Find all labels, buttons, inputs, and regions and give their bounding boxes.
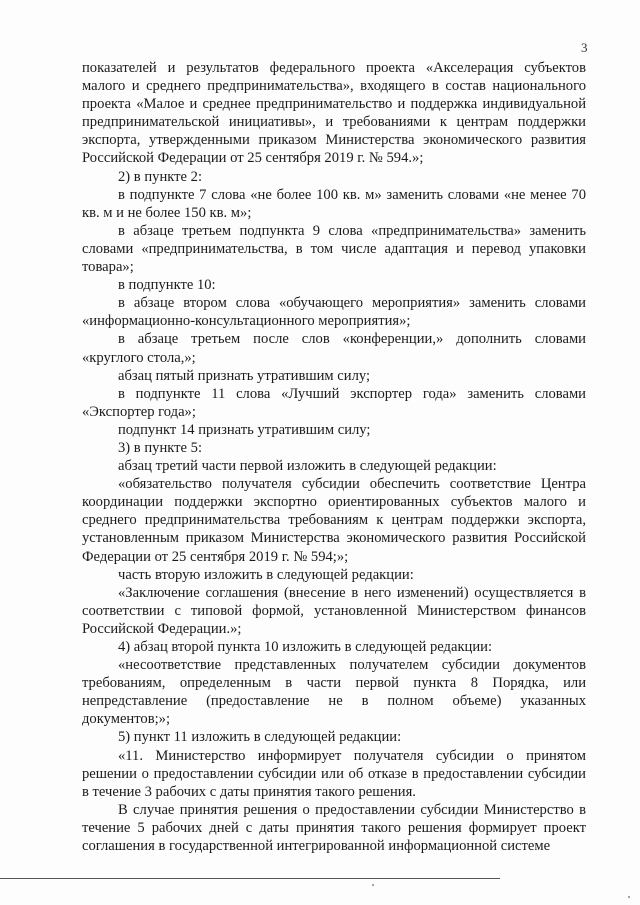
scan-speck <box>628 896 630 898</box>
paragraph: в подпункте 7 слова «не более 100 кв. м» заменить словами «не менее 70 кв. м и не более 150 кв. м»; <box>82 186 586 221</box>
paragraph-item-4: 4) абзац второй пункта 10 изложить в следующей редакции: <box>118 639 493 655</box>
document-body <box>82 59 586 855</box>
paragraph: в абзаце третьем подпункта 9 слова «предпринимательства» заменить словами «предпринимательства, в том числе адаптация и перевод упаковки товара»; <box>82 222 586 276</box>
scan-speck <box>372 884 374 886</box>
paragraph-item-3: 3) в пункте 5: <box>118 439 203 456</box>
paragraph: абзац пятый признать утратившим силу; <box>118 367 371 384</box>
paragraph-quote: «несоответствие представленных получателем субсидии документов требованиям, определенным в части первой пункта 8 Порядка, или непредставление (предоставление не в полном объеме) указанных документов;»; <box>82 657 586 728</box>
scan-edge-line <box>0 878 500 879</box>
paragraph-quote: «обязательство получателя субсидии обеспечить соответствие Центра координации поддержки экспортно ориентированных субъектов малого и среднего предпринимательства требованиям к центрам поддержки экспорта, установленным приказом Министерства экономического развития Российской Федерации от 25 сентября 2019 г. № 594;»; <box>82 476 586 565</box>
paragraph: в подпункте 11 слова «Лучший экспортер года» заменить словами «Экспортер года»; <box>82 385 586 420</box>
page-number: 3 <box>581 40 588 55</box>
paragraph-quote: «Заключение соглашения (внесение в него изменений) осуществляется в соответствии с типовой формой, установленной Министерством финансов Российской Федерации.»; <box>82 584 586 637</box>
paragraph-item-2: 2) в пункте 2: <box>118 168 203 185</box>
paragraph: В случае принятия решения о предоставлении субсидии Министерство в течение 5 рабочих дней с даты принятия такого решения формирует проект соглашения в государственной интегрированной информационной системе <box>82 801 586 855</box>
paragraph-item-5: 5) пункт 11 изложить в следующей редакции: <box>118 729 402 746</box>
paragraph: часть вторую изложить в следующей редакции: <box>118 566 414 583</box>
paragraph: в подпункте 10: <box>118 277 216 294</box>
paragraph: абзац третий части первой изложить в следующей редакции: <box>118 458 497 475</box>
paragraph-quote: «11. Министерство информирует получателя субсидии о принятом решении о предоставлении субсидии или об отказе в предоставлении субсидии в течение 3 рабочих с даты принятия такого решения. <box>82 747 586 800</box>
paragraph: в абзаце втором слова «обучающего мероприятия» заменить словами «информационно-консультационного мероприятия»; <box>82 295 586 330</box>
paragraph: подпункт 14 признать утратившим силу; <box>118 421 371 438</box>
paragraph-continuation: показателей и результатов федерального проекта «Акселерация субъектов малого и среднего предпринимательства», входящего в состав национального проекта «Малое и среднее предпринимательство и поддержка индивидуальной предпринимательской инициативы», и требованиями к центрам поддержки экспорта, утвержденными приказом Министерства экономического развития Российской Федерации от 25 сентября 2019 г. № 594.»; <box>82 60 586 167</box>
paragraph: в абзаце третьем после слов «конференции,» дополнить словами «круглого стола,»; <box>82 331 586 366</box>
